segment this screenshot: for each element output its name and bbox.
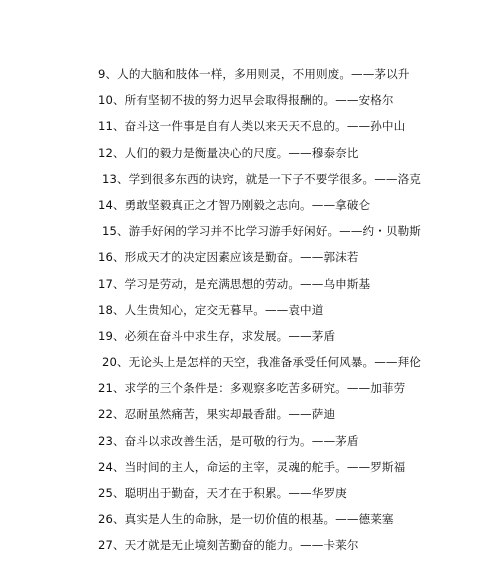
quote-line: 17、学习是劳动，是充满思想的劳动。——乌申斯基 xyxy=(98,276,371,291)
quote-line: 16、形成天才的决定因素应该是勤奋。——郭沫若 xyxy=(98,250,359,265)
quote-line: 20、无论头上是怎样的天空，我准备承受任何风暴。——拜伦 xyxy=(102,355,421,370)
quote-line: 24、当时间的主人，命运的主宰，灵魂的舵手。——罗斯福 xyxy=(98,459,406,474)
quote-list xyxy=(0,64,500,562)
quote-line: 21、求学的三个条件是：多观察多吃苦多研究。——加菲劳 xyxy=(98,381,406,396)
quote-line: 22、忍耐虽然痛苦，果实却最香甜。——萨迪 xyxy=(98,407,336,422)
quote-line: 18、人生贵知心，定交无暮早。——袁中道 xyxy=(98,302,324,317)
quote-line: 9、人的大脑和肢体一样，多用则灵，不用则废。——茅以升 xyxy=(98,67,410,81)
quote-line: 26、真实是人生的命脉，是一切价值的根基。——德莱塞 xyxy=(98,512,394,527)
quote-line: 14、勇敢坚毅真正之才智乃刚毅之志向。——拿破仑 xyxy=(98,197,371,212)
quote-line: 27、天才就是无止境刻苦勤奋的能力。——卡莱尔 xyxy=(98,538,359,553)
quote-line: 25、聪明出于勤奋，天才在于积累。——华罗庚 xyxy=(98,486,347,500)
quote-line: 13、学到很多东西的诀窍，就是一下子不要学很多。——洛克 xyxy=(102,171,421,186)
quote-line: 11、奋斗这一件事是自有人类以来天天不息的。——孙中山 xyxy=(98,119,406,134)
quote-line: 19、必须在奋斗中求生存，求发展。——茅盾 xyxy=(98,328,336,343)
quote-line: 12、人们的毅力是衡量决心的尺度。——穆泰奈比 xyxy=(98,145,359,160)
quote-line: 10、所有坚韧不拔的努力迟早会取得报酬的。——安格尔 xyxy=(98,93,394,108)
quote-line: 23、奋斗以求改善生活，是可敬的行为。——茅盾 xyxy=(98,433,359,448)
quote-line: 15、游手好闲的学习并不比学习游手好闲好。——约・贝勒斯 xyxy=(102,224,421,239)
